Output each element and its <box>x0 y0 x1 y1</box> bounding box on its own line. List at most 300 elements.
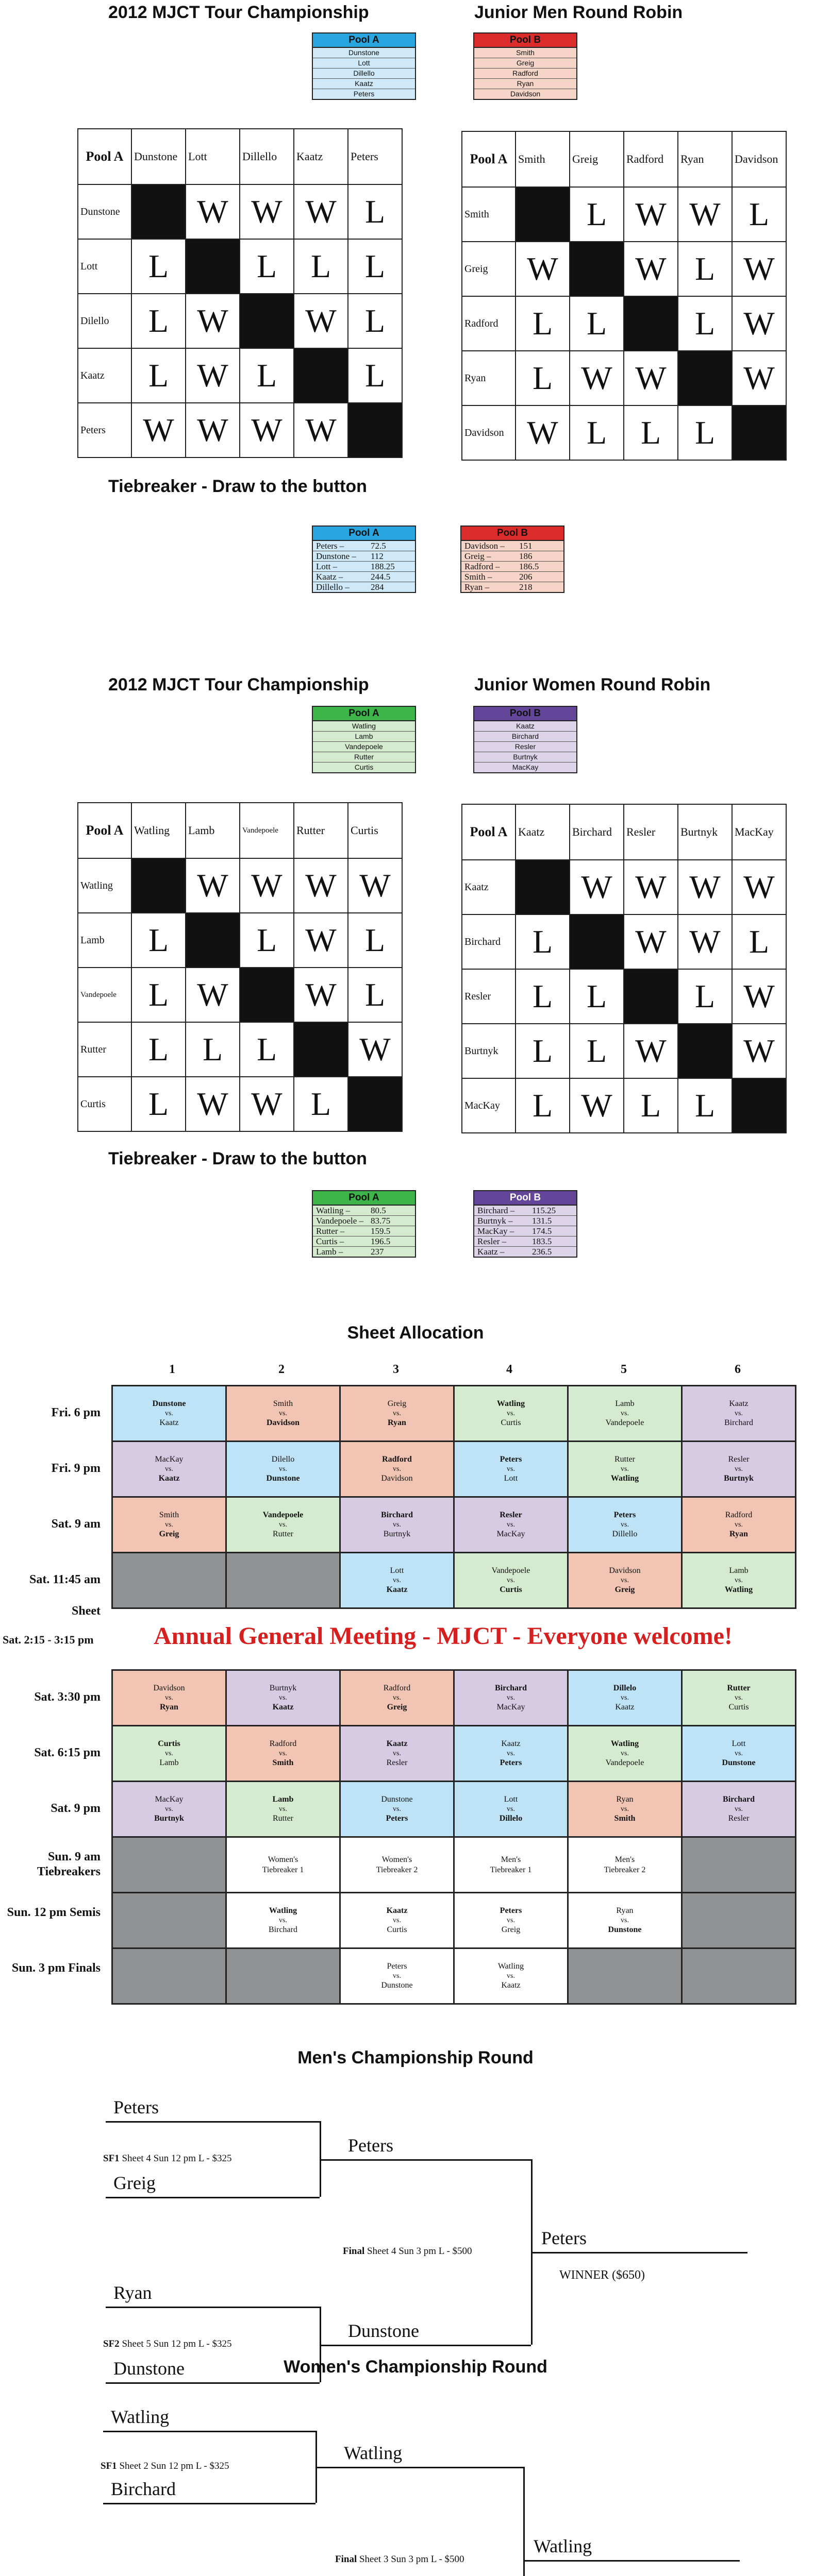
team-top: Radford <box>725 1510 753 1519</box>
team-top: Radford <box>269 1739 297 1748</box>
grid-result-cell: L <box>186 1022 240 1077</box>
pool-member: Curtis <box>313 762 415 772</box>
grid-result-cell: L <box>516 914 570 969</box>
tb-row <box>461 562 563 572</box>
sf1-bottom-team: Greig <box>113 2173 156 2193</box>
women-pool-b-list <box>473 706 577 773</box>
sf2-info <box>103 2338 231 2350</box>
vs-label: vs. <box>621 1576 629 1584</box>
grid-self-cell <box>240 968 294 1022</box>
vs-label: vs. <box>165 1465 173 1473</box>
schedule-game-cell <box>340 1948 454 2004</box>
grid-column-header: Ryan <box>678 131 732 187</box>
tb-row <box>474 1206 576 1216</box>
schedule-game-cell <box>226 1726 340 1782</box>
team-top: Lott <box>390 1566 404 1575</box>
grid-result-cell: L <box>131 1077 186 1131</box>
vs-label: vs. <box>735 1805 743 1813</box>
team-bottom: Birchard <box>724 1418 753 1428</box>
team-bottom: Dillello <box>612 1530 638 1539</box>
winner-team: Watling <box>534 2536 592 2556</box>
tb-row <box>461 541 563 551</box>
bracket-line <box>103 2431 315 2432</box>
sf2-label: SF2 <box>103 2338 120 2349</box>
grid-result-cell: W <box>186 1077 240 1131</box>
grid-self-cell <box>624 969 678 1024</box>
grid-result-cell: W <box>624 187 678 242</box>
schedule-game-cell <box>340 1670 454 1726</box>
grid-result-cell: W <box>624 914 678 969</box>
grid-result-cell: W <box>186 968 240 1022</box>
women-tb-b-list <box>473 1190 577 1258</box>
vs-label: vs. <box>507 1576 515 1584</box>
team-top: Davidson <box>609 1566 641 1575</box>
final-info <box>335 2554 464 2565</box>
team-top: Burtnyk <box>269 1683 297 1692</box>
grid-row-header: Radford <box>462 296 516 351</box>
final-details: Sheet 3 Sun 3 pm L - $500 <box>359 2554 464 2565</box>
schedule-game-cell <box>226 1386 340 1442</box>
schedule-game-cell <box>226 1497 340 1553</box>
team-bottom: Watling <box>724 1585 753 1595</box>
winner-team: Peters <box>541 2227 587 2248</box>
pool-member: Kaatz <box>474 721 576 732</box>
tb-value: 244.5 <box>371 572 391 582</box>
grid-result-cell: W <box>732 1024 786 1078</box>
schedule-game-cell <box>682 1782 796 1837</box>
schedule-empty-cell <box>226 1948 340 2004</box>
grid-row-header: Ryan <box>462 351 516 405</box>
women-pool-a-grid <box>77 802 403 1132</box>
vs-label: vs. <box>507 1409 515 1417</box>
grid-self-cell <box>678 1024 732 1078</box>
vs-label: vs. <box>735 1409 743 1417</box>
grid-result-cell: L <box>570 1024 624 1078</box>
pool-member: MacKay <box>474 762 576 772</box>
vs-label: vs. <box>621 1805 629 1813</box>
men-title: 2012 MJCT Tour Championship <box>108 3 369 22</box>
team-top: MacKay <box>155 1794 184 1804</box>
grid-self-cell <box>131 184 186 239</box>
grid-result-cell: L <box>732 914 786 969</box>
team-bottom: Tiebreaker 2 <box>604 1865 646 1874</box>
team-top: Kaatz <box>386 1906 408 1915</box>
team-bottom: Dunstone <box>266 1474 300 1483</box>
tb-name: MacKay – <box>477 1226 514 1236</box>
team-bottom: MacKay <box>496 1703 525 1712</box>
tb-value: 72.5 <box>371 541 386 551</box>
schedule-empty-cell <box>226 1553 340 1608</box>
team-bottom: Resler <box>386 1758 408 1768</box>
schedule-time-label: Sat. 11:45 am <box>29 1573 101 1586</box>
tb-name: Radford – <box>464 562 500 571</box>
sheet-column-label: 2 <box>278 1363 285 1376</box>
tb-name: Kaatz – <box>316 572 343 582</box>
tb-row <box>474 1216 576 1226</box>
schedule-game-cell <box>682 1670 796 1726</box>
tb-row <box>474 1236 576 1247</box>
grid-result-cell: W <box>186 403 240 457</box>
pool-header: Pool A <box>313 707 415 721</box>
pool-header: Pool B <box>474 33 576 48</box>
schedule-time-label: Sun. 9 am Tiebreakers <box>37 1850 101 1878</box>
tb-name: Greig – <box>464 551 491 561</box>
grid-self-cell <box>131 858 186 913</box>
team-top: Curtis <box>158 1739 180 1748</box>
pool-member: Watling <box>313 721 415 732</box>
pool-member: Smith <box>474 48 576 58</box>
final-top-team: Peters <box>348 2134 393 2156</box>
team-bottom: Vandepoele <box>605 1758 644 1768</box>
team-bottom: Ryan <box>160 1703 178 1712</box>
grid-result-cell: L <box>570 969 624 1024</box>
team-top: Dunstone <box>381 1794 413 1804</box>
pool-member: Lott <box>313 58 415 69</box>
vs-label: vs. <box>165 1749 173 1757</box>
bracket-line <box>320 2159 531 2161</box>
team-top: Watling <box>269 1906 297 1915</box>
team-top: Dunstone <box>152 1399 186 1408</box>
schedule-time-label: Sat. 3:30 pm <box>34 1690 101 1704</box>
schedule-game-cell <box>340 1837 454 1893</box>
team-bottom: Greig <box>387 1703 407 1712</box>
women-title: 2012 MJCT Tour Championship <box>108 675 369 694</box>
vs-label: vs. <box>621 1693 629 1702</box>
schedule-time-label: Sat. 9 am <box>51 1517 101 1531</box>
tb-name: Birchard – <box>477 1206 515 1215</box>
schedule-empty-cell <box>682 1893 796 1948</box>
tb-row <box>461 582 563 592</box>
grid-result-cell: L <box>516 969 570 1024</box>
schedule-time-label: Fri. 9 pm <box>51 1462 101 1475</box>
team-bottom: Kaatz <box>386 1585 408 1595</box>
vs-label: vs. <box>735 1465 743 1473</box>
grid-self-cell <box>570 242 624 296</box>
vs-label: vs. <box>735 1576 743 1584</box>
grid-result-cell: L <box>516 1078 570 1133</box>
sf1-details: Sheet 2 Sun 12 pm L - $325 <box>119 2461 229 2471</box>
grid-result-cell: L <box>348 913 402 968</box>
schedule-game-cell <box>112 1726 226 1782</box>
team-bottom: Watling <box>610 1474 639 1483</box>
grid-result-cell: W <box>294 184 348 239</box>
women-subtitle: Junior Women Round Robin <box>474 675 711 694</box>
grid-column-header: Vandepoele <box>240 803 294 858</box>
team-top: Dilello <box>271 1454 295 1464</box>
grid-column-header: Dillello <box>240 129 294 184</box>
vs-label: vs. <box>393 1409 401 1417</box>
grid-row-header: Davidson <box>462 405 516 460</box>
bracket-line <box>320 2345 531 2346</box>
grid-result-cell: W <box>186 858 240 913</box>
men-pool-b-list <box>473 32 577 100</box>
grid-column-header: Resler <box>624 804 678 860</box>
grid-self-cell <box>294 1022 348 1077</box>
grid-column-header: Curtis <box>348 803 402 858</box>
grid-result-cell: W <box>624 1024 678 1078</box>
vs-label: vs. <box>735 1749 743 1757</box>
tb-value: 83.75 <box>371 1216 391 1226</box>
winner-prize: WINNER ($650) <box>559 2268 645 2282</box>
tb-name: Lott – <box>316 562 338 571</box>
team-bottom: Dunstone <box>608 1925 642 1935</box>
pool-member: Peters <box>313 89 415 99</box>
grid-result-cell: L <box>131 239 186 294</box>
grid-column-header: Birchard <box>570 804 624 860</box>
team-top: Lamb <box>272 1794 294 1804</box>
team-bottom: Peters <box>386 1814 408 1823</box>
team-bottom: Dunstone <box>722 1758 756 1768</box>
final-info <box>343 2246 472 2257</box>
grid-result-cell: L <box>240 913 294 968</box>
team-top: Vandepoele <box>491 1566 530 1575</box>
team-top: Ryan <box>616 1906 634 1915</box>
schedule-empty-cell <box>568 1948 682 2004</box>
team-bottom: Smith <box>614 1814 636 1823</box>
schedule-game-cell <box>112 1782 226 1837</box>
grid-result-cell: W <box>294 403 348 457</box>
grid-column-header: Peters <box>348 129 402 184</box>
tb-name: Smith – <box>464 572 492 582</box>
grid-result-cell: L <box>570 187 624 242</box>
tb-row <box>313 541 415 551</box>
vs-label: vs. <box>279 1749 287 1757</box>
tb-name: Resler – <box>477 1236 507 1246</box>
grid-result-cell: L <box>678 1078 732 1133</box>
team-top: Watling <box>610 1739 639 1748</box>
men-pool-b-grid <box>461 131 787 461</box>
schedule-game-cell <box>682 1442 796 1497</box>
grid-result-cell: L <box>624 405 678 460</box>
team-top: Smith <box>159 1510 179 1519</box>
vs-label: vs. <box>393 1693 401 1702</box>
grid-column-header: Greig <box>570 131 624 187</box>
grid-row-header: Watling <box>78 858 131 913</box>
grid-column-header: Burtnyk <box>678 804 732 860</box>
pool-member: Greig <box>474 58 576 69</box>
grid-column-header: Smith <box>516 131 570 187</box>
team-top: Peters <box>500 1906 522 1915</box>
sf1-details: Sheet 4 Sun 12 pm L - $325 <box>122 2153 232 2164</box>
grid-result-cell: L <box>624 1078 678 1133</box>
tb-value: 188.25 <box>371 562 395 571</box>
grid-result-cell: L <box>732 187 786 242</box>
vs-label: vs. <box>393 1916 401 1924</box>
schedule-title: Sheet Allocation <box>347 1323 484 1343</box>
grid-result-cell: L <box>131 968 186 1022</box>
pool-member: Resler <box>474 742 576 752</box>
vs-label: vs. <box>393 1576 401 1584</box>
grid-result-cell: W <box>570 860 624 914</box>
grid-result-cell: W <box>186 184 240 239</box>
schedule-game-cell <box>454 1948 568 2004</box>
vs-label: vs. <box>393 1749 401 1757</box>
final-details: Sheet 4 Sun 3 pm L - $500 <box>367 2245 472 2257</box>
tb-row <box>313 1216 415 1226</box>
team-bottom: Burtnyk <box>724 1474 754 1483</box>
team-top: Watling <box>497 1961 524 1971</box>
grid-result-cell: W <box>348 1022 402 1077</box>
men-bracket-title: Men's Championship Round <box>297 2048 534 2067</box>
grid-self-cell <box>732 1078 786 1133</box>
sf2-details: Sheet 5 Sun 12 pm L - $325 <box>122 2338 232 2349</box>
pool-member: Dillello <box>313 69 415 79</box>
vs-label: vs. <box>165 1805 173 1813</box>
team-top: Ryan <box>616 1794 634 1804</box>
sf2-top-team: Ryan <box>113 2282 152 2303</box>
grid-result-cell: W <box>240 858 294 913</box>
tb-value: 80.5 <box>371 1206 386 1215</box>
team-top: Rutter <box>727 1683 751 1692</box>
grid-result-cell: W <box>624 242 678 296</box>
team-top: Vandepoele <box>262 1510 304 1519</box>
team-bottom: Greig <box>159 1530 179 1539</box>
grid-self-cell <box>516 860 570 914</box>
schedule-game-cell <box>226 1442 340 1497</box>
schedule-game-cell <box>340 1553 454 1608</box>
grid-row-header: Resler <box>462 969 516 1024</box>
vs-label: vs. <box>507 1693 515 1702</box>
vs-label: vs. <box>165 1693 173 1702</box>
grid-row-header: Curtis <box>78 1077 131 1131</box>
tb-name: Peters – <box>316 541 344 551</box>
tb-value: 159.5 <box>371 1226 391 1236</box>
team-bottom: Peters <box>500 1758 522 1768</box>
tb-value: 196.5 <box>371 1236 391 1246</box>
team-top: Women's <box>268 1855 298 1864</box>
grid-result-cell: W <box>570 1078 624 1133</box>
men-tb-a-list <box>312 526 416 593</box>
grid-column-header: Lamb <box>186 803 240 858</box>
men-pool-a-grid <box>77 128 403 458</box>
grid-result-cell: L <box>516 296 570 351</box>
vs-label: vs. <box>621 1916 629 1924</box>
grid-row-header: Kaatz <box>78 348 131 403</box>
grid-result-cell: W <box>732 969 786 1024</box>
men-tiebreaker-title: Tiebreaker - Draw to the button <box>108 477 367 496</box>
schedule-game-cell <box>226 1893 340 1948</box>
tb-row <box>313 551 415 562</box>
tb-value: 151 <box>519 541 533 551</box>
team-bottom: Rutter <box>273 1814 293 1823</box>
team-top: Lott <box>732 1739 746 1748</box>
schedule-time-label: Sun. 12 pm Semis <box>7 1906 101 1919</box>
schedule-empty-cell <box>112 1837 226 1893</box>
team-bottom: Kaatz <box>615 1703 635 1712</box>
pool-member: Lamb <box>313 732 415 742</box>
grid-row-header: Lamb <box>78 913 131 968</box>
pool-member: Rutter <box>313 752 415 762</box>
schedule-game-cell <box>568 1893 682 1948</box>
vs-label: vs. <box>507 1916 515 1924</box>
grid-row-header: Birchard <box>462 914 516 969</box>
grid-self-cell <box>624 296 678 351</box>
grid-result-cell: W <box>678 914 732 969</box>
grid-column-header: Watling <box>131 803 186 858</box>
team-bottom: Greig <box>614 1585 635 1595</box>
women-pool-a-list <box>312 706 416 773</box>
grid-result-cell: L <box>570 405 624 460</box>
bracket-line <box>106 2121 320 2123</box>
vs-label: vs. <box>507 1805 515 1813</box>
sheet-column-label: 5 <box>621 1363 627 1376</box>
grid-result-cell: W <box>294 858 348 913</box>
team-top: Kaatz <box>729 1399 749 1408</box>
bracket-line <box>106 2382 320 2384</box>
grid-result-cell: W <box>732 351 786 405</box>
grid-row-header: Greig <box>462 242 516 296</box>
schedule-game-cell <box>454 1497 568 1553</box>
grid-result-cell: L <box>348 294 402 348</box>
bracket-line <box>531 2252 747 2253</box>
team-bottom: Curtis <box>387 1925 407 1935</box>
team-top: Resler <box>500 1510 522 1519</box>
tb-name: Watling – <box>316 1206 351 1215</box>
tb-value: 183.5 <box>532 1236 552 1246</box>
grid-result-cell: W <box>516 405 570 460</box>
grid-result-cell: W <box>732 296 786 351</box>
grid-result-cell: L <box>516 351 570 405</box>
pool-header: Pool B <box>474 707 576 721</box>
agm-time: Sat. 2:15 - 3:15 pm <box>3 1633 94 1646</box>
grid-result-cell: W <box>240 184 294 239</box>
team-bottom: Curtis <box>501 1418 521 1428</box>
schedule-game-cell <box>568 1726 682 1782</box>
schedule-game-cell <box>226 1670 340 1726</box>
team-bottom: Dillelo <box>499 1814 523 1823</box>
vs-label: vs. <box>507 1465 515 1473</box>
team-bottom: Kaatz <box>159 1418 179 1428</box>
schedule-game-cell <box>226 1837 340 1893</box>
team-top: MacKay <box>155 1454 184 1464</box>
grid-result-cell: L <box>348 968 402 1022</box>
tb-row <box>313 562 415 572</box>
team-top: Women's <box>381 1855 412 1864</box>
team-bottom: Davidson <box>266 1418 300 1428</box>
grid-self-cell <box>294 348 348 403</box>
grid-result-cell: L <box>240 1022 294 1077</box>
schedule-time-label: Fri. 6 pm <box>51 1406 101 1419</box>
grid-result-cell: W <box>624 860 678 914</box>
tb-row <box>313 1247 415 1257</box>
team-bottom: Tiebreaker 1 <box>490 1865 532 1874</box>
schedule-game-cell <box>454 1442 568 1497</box>
sf2-bottom-team: Dunstone <box>113 2358 185 2379</box>
schedule-table-bottom <box>111 1669 796 2005</box>
sf1-label: SF1 <box>103 2153 120 2164</box>
schedule-empty-cell <box>112 1553 226 1608</box>
schedule-game-cell <box>568 1782 682 1837</box>
tb-row <box>313 1206 415 1216</box>
vs-label: vs. <box>621 1409 629 1417</box>
schedule-game-cell <box>568 1837 682 1893</box>
team-bottom: Smith <box>272 1758 294 1768</box>
team-bottom: Curtis <box>728 1703 749 1712</box>
team-bottom: Davidson <box>381 1474 413 1483</box>
team-bottom: Rutter <box>273 1530 293 1539</box>
grid-row-header: Burtnyk <box>462 1024 516 1078</box>
team-top: Radford <box>382 1454 412 1464</box>
tb-name: Vandepoele – <box>316 1216 364 1226</box>
bracket-line <box>103 2503 315 2504</box>
grid-row-header: Peters <box>78 403 131 457</box>
vs-label: vs. <box>279 1409 287 1417</box>
team-bottom: Kaatz <box>501 1981 521 1990</box>
sheet-row-label: Sheet <box>72 1604 101 1618</box>
agm-text: Annual General Meeting - MJCT - Everyone welcome! <box>154 1622 733 1650</box>
grid-result-cell: W <box>678 860 732 914</box>
tb-value: 186.5 <box>519 562 539 571</box>
